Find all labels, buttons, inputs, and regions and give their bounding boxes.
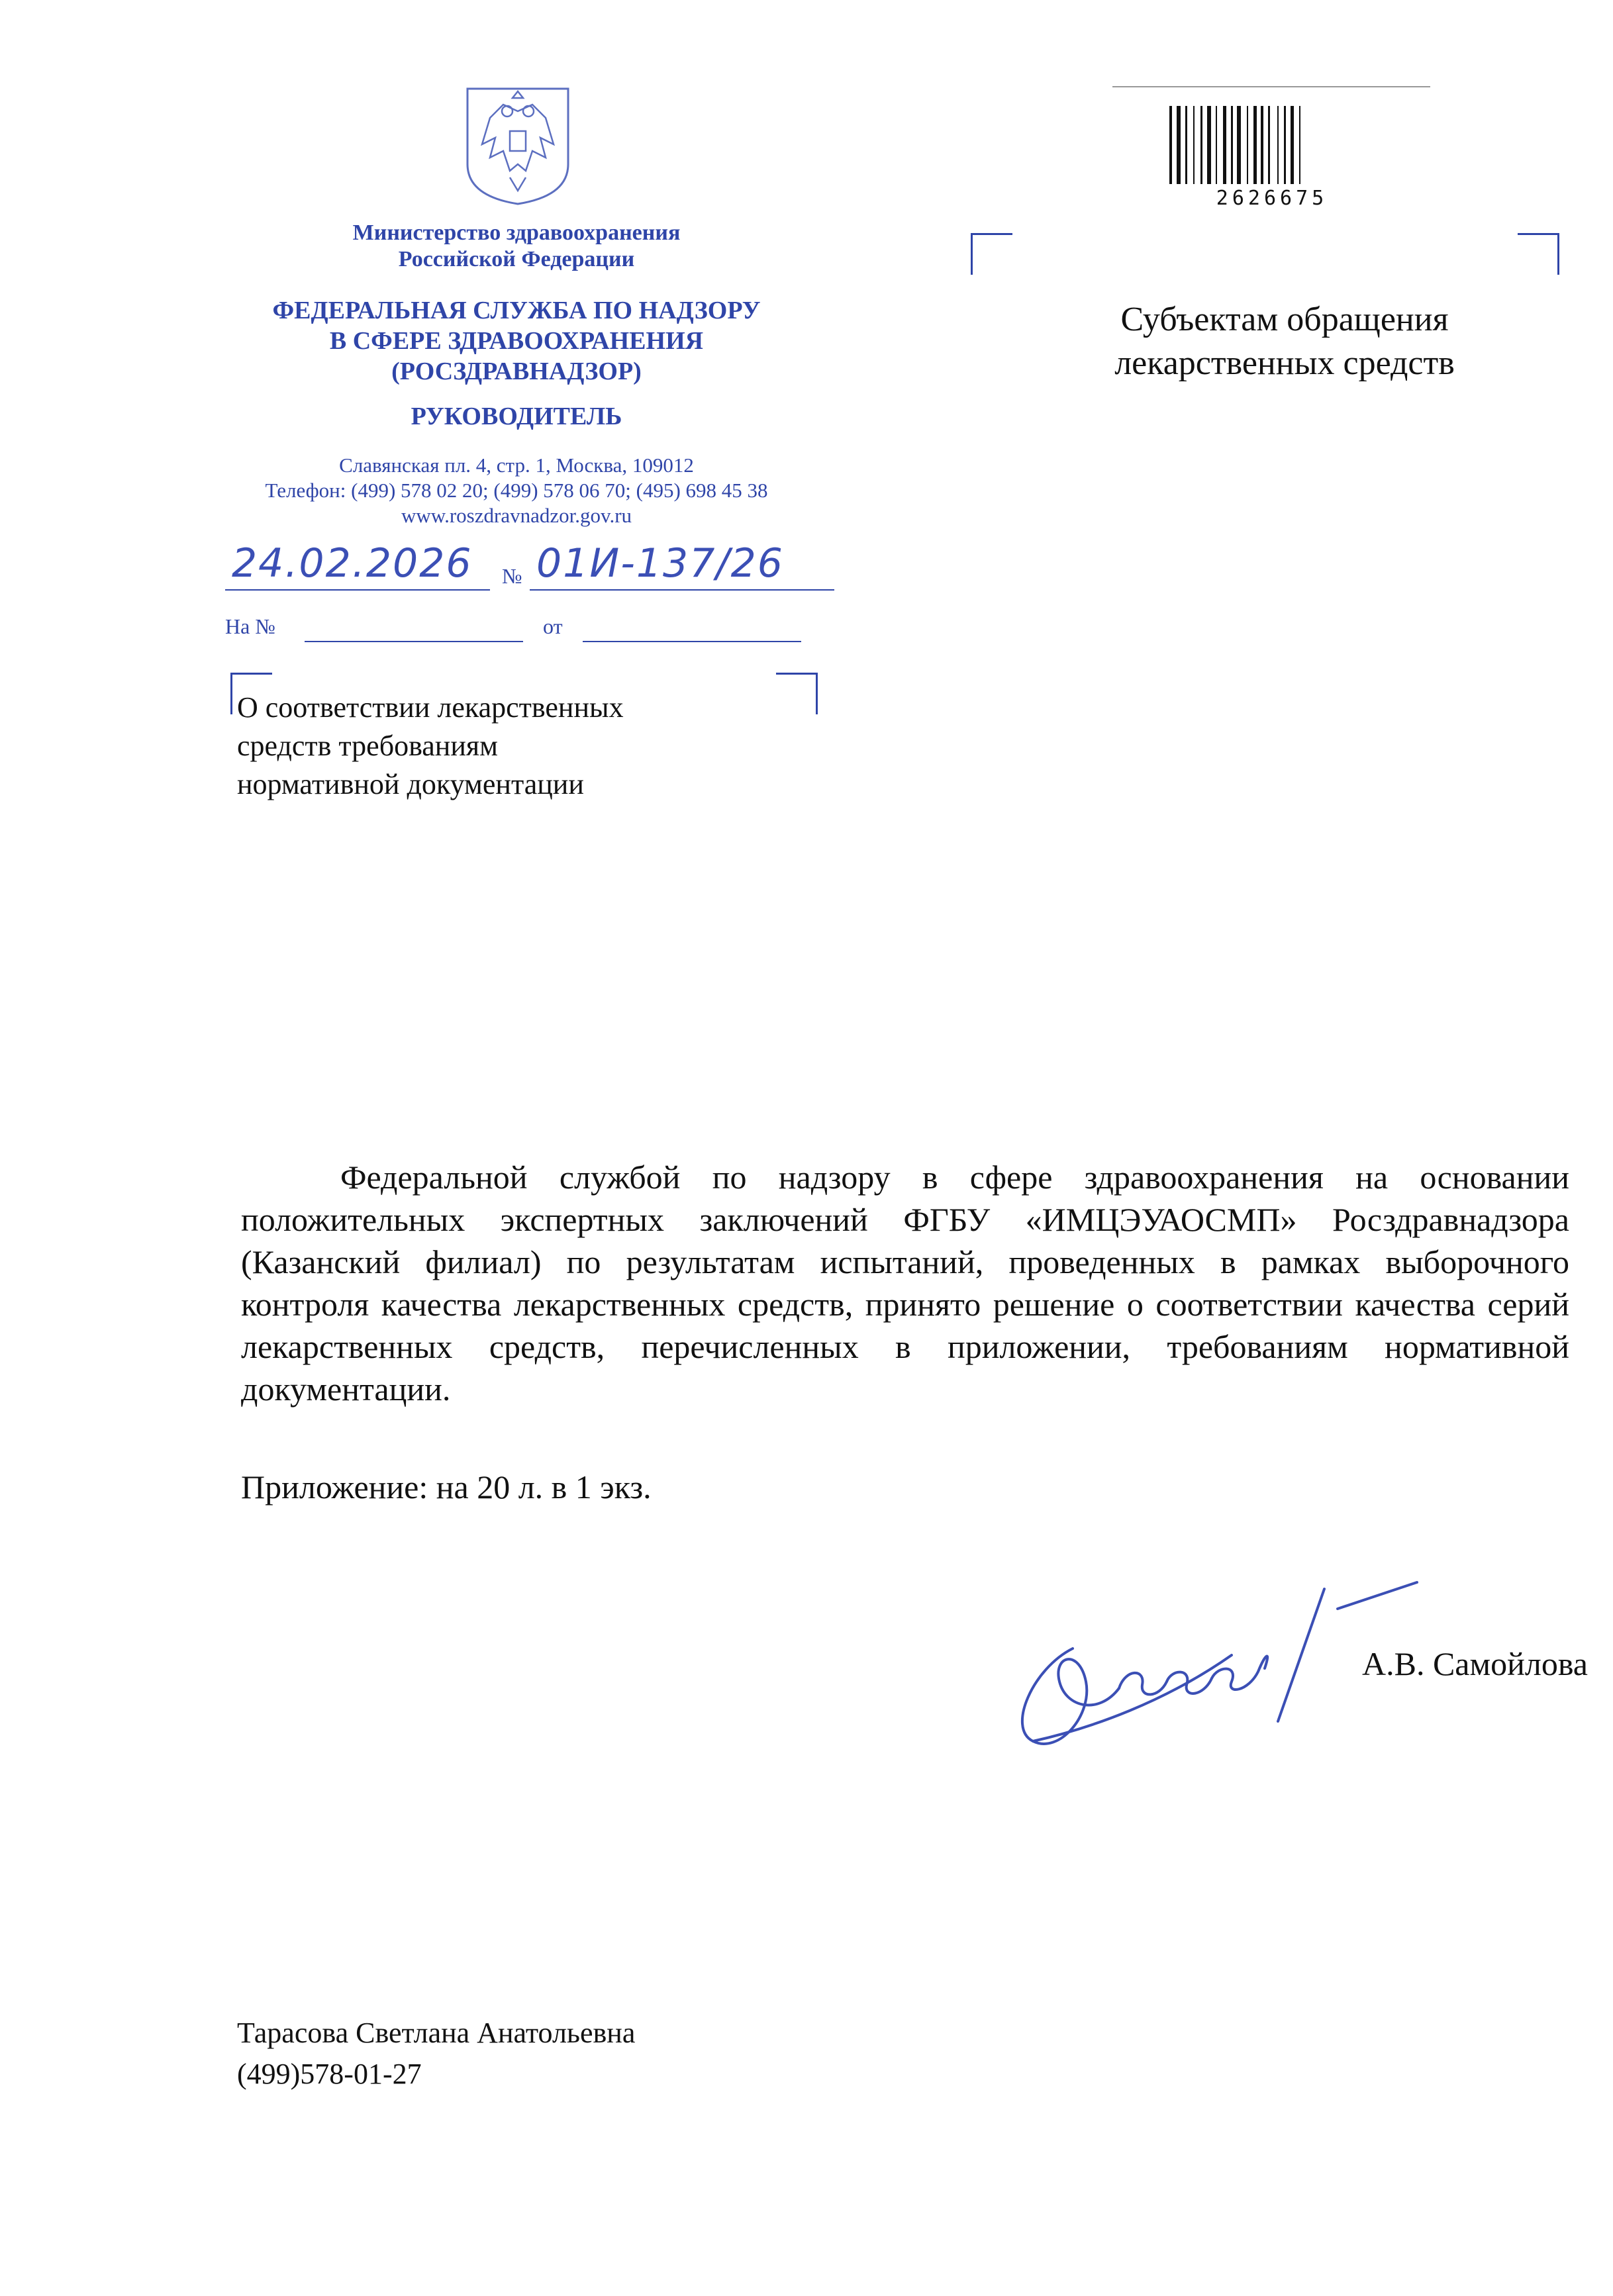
service-name bbox=[199, 295, 834, 387]
addressee bbox=[1059, 298, 1510, 385]
number-underline bbox=[530, 589, 834, 591]
registration-number: 01И-137/26 bbox=[536, 540, 784, 587]
signer-name: А.В. Самойлова bbox=[1362, 1645, 1588, 1682]
executor-contact bbox=[237, 2013, 899, 2095]
body-paragraph: Федеральной службой по надзору в сфере здравоохранения на основании положительных экспертных заключений ФГБУ «ИМЦЭУАОСМП» Росздравнадзора (Казанский филиал) по результатам испытаний, проведенных в рамках выборочного контроля качества лекарственных средств, принято решение о соответствии качества серий лекарственных средств, перечисленных в приложении, требованиям нормативной документации. bbox=[241, 1159, 1569, 1408]
ministry-name bbox=[225, 220, 808, 273]
ministry-line-1: Министерство здравоохранения bbox=[352, 220, 681, 245]
ref-label: На № bbox=[225, 614, 275, 638]
addressee-line-2: лекарственных средств bbox=[1114, 344, 1455, 382]
address: Славянская пл. 4, стр. 1, Москва, 109012 bbox=[339, 454, 694, 477]
number-sign: № bbox=[502, 564, 522, 588]
appendix-note: Приложение: на 20 л. в 1 экз. bbox=[241, 1468, 652, 1506]
executor-name: Тарасова Светлана Анатольевна bbox=[237, 2017, 636, 2049]
from-label: от bbox=[543, 614, 563, 638]
subject-line-1: О соответствии лекарственных bbox=[237, 691, 624, 724]
address-block bbox=[199, 453, 834, 528]
service-line-3: (РОСЗДРАВНАДЗОР) bbox=[391, 358, 642, 385]
barcode-number: 2626675 bbox=[1216, 187, 1328, 210]
subject-line-3: нормативной документации bbox=[237, 768, 584, 800]
addressee-line-1: Субъектам обращения bbox=[1120, 301, 1449, 338]
barcode-top-line bbox=[1112, 86, 1430, 87]
website-link[interactable]: www.roszdravnadzor.gov.ru bbox=[401, 504, 632, 527]
letter-subject bbox=[237, 689, 793, 804]
service-line-1: ФЕДЕРАЛЬНАЯ СЛУЖБА ПО НАДЗОРУ bbox=[272, 297, 761, 324]
addressee-bracket-left bbox=[971, 233, 1012, 275]
addressee-bracket-right bbox=[1518, 233, 1559, 275]
date-underline bbox=[225, 589, 490, 591]
ministry-line-2: Российской Федерации bbox=[398, 247, 635, 271]
service-line-2: В СФЕРЕ ЗДРАВООХРАНЕНИЯ bbox=[329, 327, 704, 355]
phones: Телефон: (499) 578 02 20; (499) 578 06 70; (495) 698 45 38 bbox=[265, 479, 768, 502]
reference-row bbox=[225, 612, 861, 645]
registration-row bbox=[225, 535, 861, 595]
russian-coat-of-arms-icon bbox=[464, 85, 572, 207]
barcode-icon bbox=[1167, 106, 1377, 185]
head-title: РУКОВОДИТЕЛЬ bbox=[411, 403, 622, 430]
subject-line-2: средств требованиям bbox=[237, 730, 498, 762]
registration-date: 24.02.2026 bbox=[232, 540, 473, 587]
ref-number-line[interactable] bbox=[305, 641, 523, 642]
executor-phone: (499)578-01-27 bbox=[237, 2058, 422, 2090]
ref-date-line[interactable] bbox=[583, 641, 801, 642]
